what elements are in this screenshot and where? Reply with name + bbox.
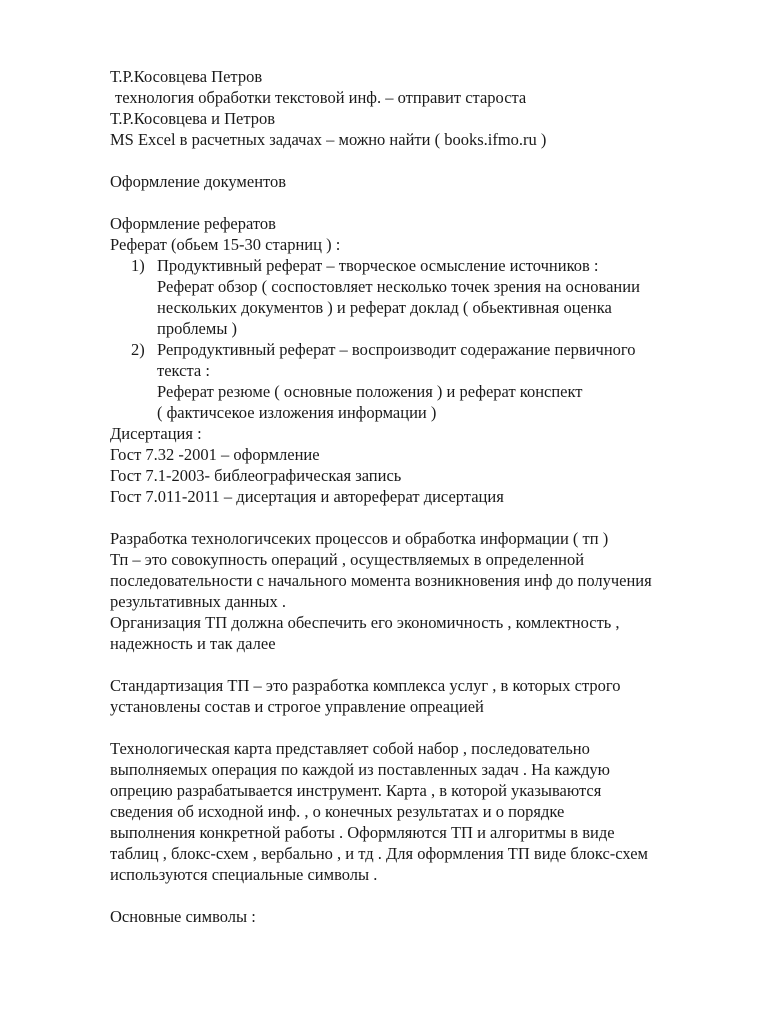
list-item-text: Продуктивный реферат – творческое осмысление источников : [157,256,599,275]
text-line: Основные символы : [110,907,256,926]
text-line: выполнения конкретной работы . Оформляются ТП и алгоритмы в виде [110,823,615,842]
text-line: сведения об исходной инф. , о конечных результатах и о порядке [110,802,565,821]
section-heading: Оформление рефератов [110,214,276,233]
list-item [110,255,730,276]
text-line: Тп – это совокупность операций , осуществляемых в определенной [110,550,585,569]
blank-line [110,150,730,171]
text-line: Гост 7.32 -2001 – оформление [110,445,320,464]
text-line: MS Excel в расчетных задачах – можно найти ( books.ifmo.ru ) [110,130,547,149]
text-line: Гост 7.1-2003- библеографическая запись [110,466,402,485]
text-line: ( фактичсекое изложения информации ) [157,403,437,422]
text-line: Дисертация : [110,424,202,443]
text-line: таблиц , блокс-схем , вербально , и тд . Для оформления ТП виде блокс-схем [110,844,648,863]
text-line: Реферат обзор ( соспостовляет несколько точек зрения на основании [157,277,640,296]
document-page [110,66,730,927]
text-line: Стандартизация ТП – это разработка комплекса услуг , в которых строго [110,676,621,695]
text-line: Т.Р.Косовцева и Петров [110,109,276,128]
text-line: используются специальные символы . [110,865,378,884]
text-line: установлены состав и строгое управление опреацией [110,697,484,716]
list-number: 2) [131,340,145,359]
blank-line [110,654,730,675]
blank-line [110,717,730,738]
list-item-text: Репродуктивный реферат – воспроизводит содеражание первичного [157,340,636,359]
text-line: надежность и так далее [110,634,276,653]
text-line: нескольких документов ) и реферат доклад ( обьективная оценка [157,298,612,317]
text-line: Реферат резюме ( основные положения ) и реферат конспект [157,382,583,401]
text-line: Гост 7.011-2011 – дисертация и автореферат дисертация [110,487,504,506]
blank-line [110,885,730,906]
text-line: Т.Р.Косовцева Петров [110,67,263,86]
text-line: результативных данных . [110,592,286,611]
text-line: выполняемых операция по каждой из поставленных задач . На каждую [110,760,610,779]
list-item [110,339,730,360]
list-number: 1) [131,256,145,275]
text-line: текста : [157,361,210,380]
text-line: Реферат (обьем 15-30 старниц ) : [110,235,341,254]
text-line: проблемы ) [157,319,238,338]
text-line: технология обработки текстовой инф. – отправит староста [115,88,527,107]
text-line: опрецию разрабатывается инструмент. Карта , в которой указываются [110,781,602,800]
text-line: Технологическая карта представляет собой набор , последовательно [110,739,590,758]
blank-line [110,192,730,213]
text-line: Разработка технологичсеких процессов и обработка информации ( тп ) [110,529,609,548]
section-heading: Оформление документов [110,172,287,191]
text-line: последовательности с начального момента возникновения инф до получения [110,571,652,590]
blank-line [110,507,730,528]
text-line: Организация ТП должна обеспечить его экономичность , комлектность , [110,613,620,632]
